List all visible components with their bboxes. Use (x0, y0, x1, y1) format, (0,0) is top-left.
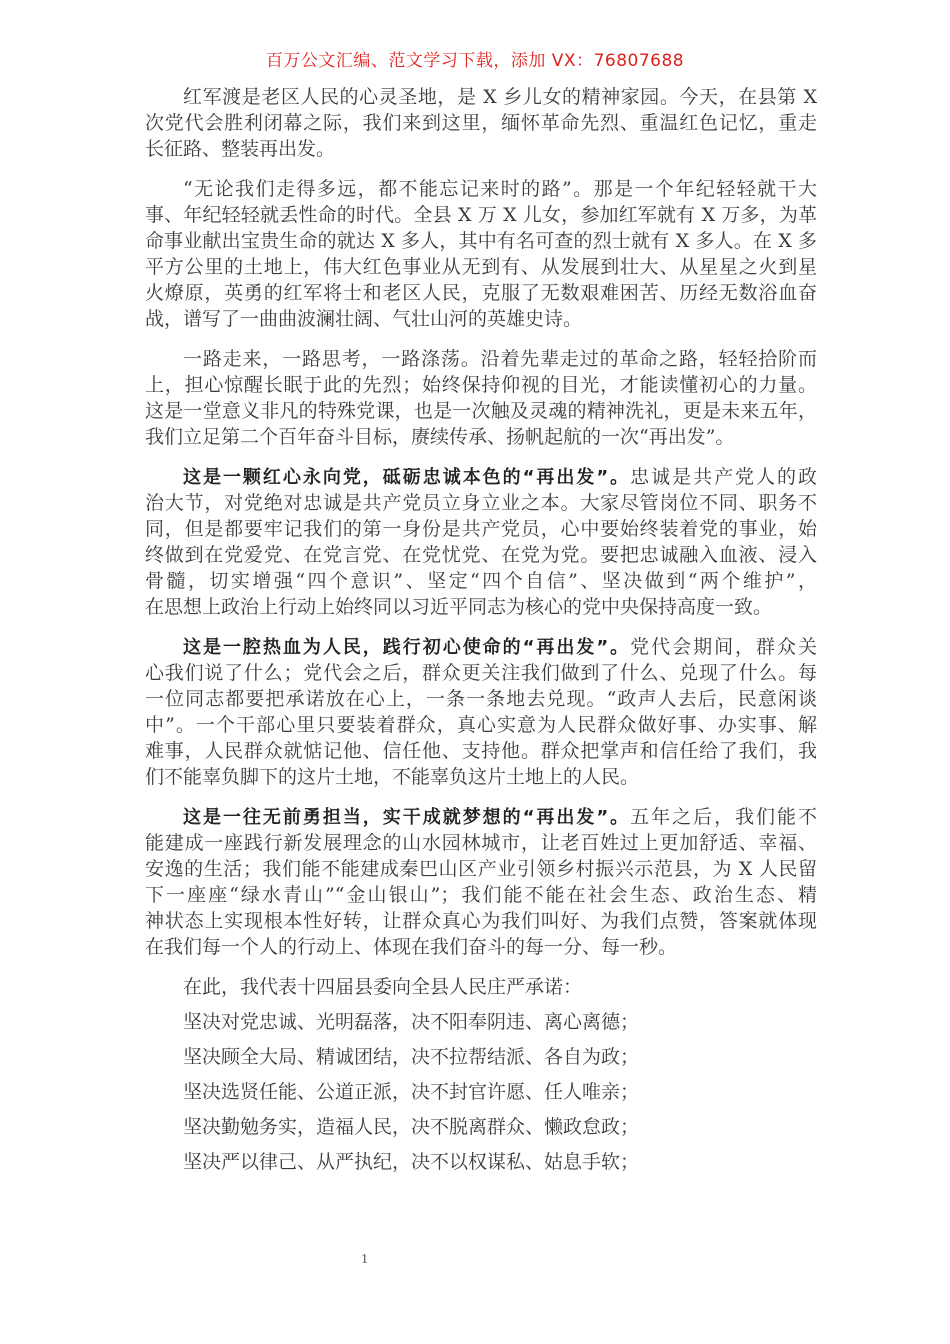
pledge-item: 坚决顾全大局、精诚团结，决不拉帮结派、各自为政； (183, 1046, 640, 1068)
text-line: 治大节，对党绝对忠诚是共产党员立身立业之本。大家尽管岗位不同、职务不 (145, 492, 817, 514)
text-line (145, 804, 817, 830)
text-line: 事、年纪轻轻就丢性命的时代。全县 X 万 X 儿女，参加红军就有 X 万多，为革 (145, 204, 817, 226)
text-line: 战，谱写了一曲曲波澜壮阔、气壮山河的英雄史诗。 (145, 308, 583, 330)
section-heading: 这是一腔热血为人民，践行初心使命的“再出发”。 (183, 637, 631, 658)
pledge-item: 坚决严以律己、从严执纪，决不以权谋私、姑息手软； (183, 1151, 640, 1173)
text-run: 党代会期间，群众关 (630, 636, 817, 658)
text-line: 长征路、整装再出发。 (145, 138, 336, 160)
section-heading: 这是一往无前勇担当，实干成就梦想的“再出发”。 (183, 807, 631, 828)
text-line (145, 634, 817, 660)
text-run: 忠诚是共产党人的政 (630, 466, 817, 488)
text-line: 一路走来，一路思考，一路涤荡。沿着先辈走过的革命之路，轻轻拾阶而 (183, 348, 817, 370)
text-line: 次党代会胜利闭幕之际，我们来到这里，缅怀革命先烈、重温红色记忆，重走 (145, 112, 817, 134)
text-line (145, 464, 817, 490)
paragraph-people (145, 634, 817, 790)
text-line: 骨髓，切实增强“四个意识”、坚定“四个自信”、坚决做到“两个维护”， (145, 570, 817, 592)
paragraph-history (145, 176, 817, 332)
text-line: 难事，人民群众就惦记他、信任他、支持他。群众把掌声和信任给了我们，我 (145, 740, 817, 762)
text-line: 能建成一座践行新发展理念的山水园林城市，让老百姓过上更加舒适、幸福、 (145, 832, 817, 854)
text-line: 们不能辜负脚下的这片土地，不能辜负这片土地上的人民。 (145, 766, 640, 788)
pledge-item: 坚决对党忠诚、光明磊落，决不阳奉阴违、离心离德； (183, 1011, 640, 1033)
text-line: 这是一堂意义非凡的特殊党课，也是一次触及灵魂的精神洗礼，更是未来五年， (145, 400, 817, 422)
paragraph-loyalty (145, 464, 817, 620)
text-line: 火燎原，英勇的红军将士和老区人民，克服了无数艰难困苦、历经无数浴血奋 (145, 282, 817, 304)
pledge-intro: 在此，我代表十四届县委向全县人民庄严承诺： (183, 976, 583, 998)
section-heading: 这是一颗红心永向党，砥砺忠诚本色的“再出发”。 (183, 467, 631, 488)
text-line: 终做到在党爱党、在党言党、在党忧党、在党为党。要把忠诚融入血液、浸入 (145, 544, 817, 566)
text-line: 同，但是都要牢记我们的第一身份是共产党员，心中要始终装着党的事业，始 (145, 518, 817, 540)
document-body (145, 84, 817, 1184)
text-line: 下一座座“绿水青山”“金山银山”；我们能不能在社会生态、政治生态、精 (145, 884, 817, 906)
text-line: 命事业献出宝贵生命的就达 X 多人，其中有名可查的烈士就有 X 多人。在 X 多 (145, 230, 817, 252)
text-line: 安逸的生活；我们能不能建成秦巴山区产业引领乡村振兴示范县，为 X 人民留 (145, 858, 817, 880)
paragraph-responsibility (145, 804, 817, 960)
text-line: 心我们说了什么；党代会之后，群众更关注我们做到了什么、兑现了什么。每 (145, 662, 817, 684)
text-line: 上，担心惊醒长眠于此的先烈；始终保持仰视的目光，才能读懂初心的力量。 (145, 374, 817, 396)
text-line: 红军渡是老区人民的心灵圣地，是 X 乡儿女的精神家园。今天，在县第 X (183, 86, 817, 108)
text-line: 神状态上实现根本性好转，让群众真心为我们叫好、为我们点赞，答案就体现 (145, 910, 817, 932)
page-number: 1 (361, 1252, 368, 1267)
paragraph-intro (145, 84, 817, 162)
pledge-item: 坚决勤勉务实，造福人民，决不脱离群众、懒政怠政； (183, 1116, 640, 1138)
download-banner: 百万公文汇编、范文学习下载，添加 VX：76807688 (265, 51, 685, 71)
text-line: 平方公里的土地上，伟大红色事业从无到有、从发展到壮大、从星星之火到星 (145, 256, 817, 278)
text-line: “无论我们走得多远，都不能忘记来时的路”。那是一个年纪轻轻就干大 (183, 178, 817, 200)
text-line: 中”。一个干部心里只要装着群众，真心实意为人民群众做好事、办实事、解 (145, 714, 817, 736)
pledge-item: 坚决选贤任能、公道正派，决不封官许愿、任人唯亲； (183, 1081, 640, 1103)
text-line: 在思想上政治上行动上始终同以习近平同志为核心的党中央保持高度一致。 (145, 596, 773, 618)
paragraph-reflection (145, 346, 817, 450)
text-line: 在我们每一个人的行动上、体现在我们奋斗的每一分、每一秒。 (145, 936, 678, 958)
text-run: 五年之后，我们能不 (630, 806, 817, 828)
text-line: 一位同志都要把承诺放在心上，一条一条地去兑现。“政声人去后，民意闲谈 (145, 688, 817, 710)
text-line: 我们立足第二个百年奋斗目标，赓续传承、扬帆起航的一次“再出发”。 (145, 426, 735, 448)
